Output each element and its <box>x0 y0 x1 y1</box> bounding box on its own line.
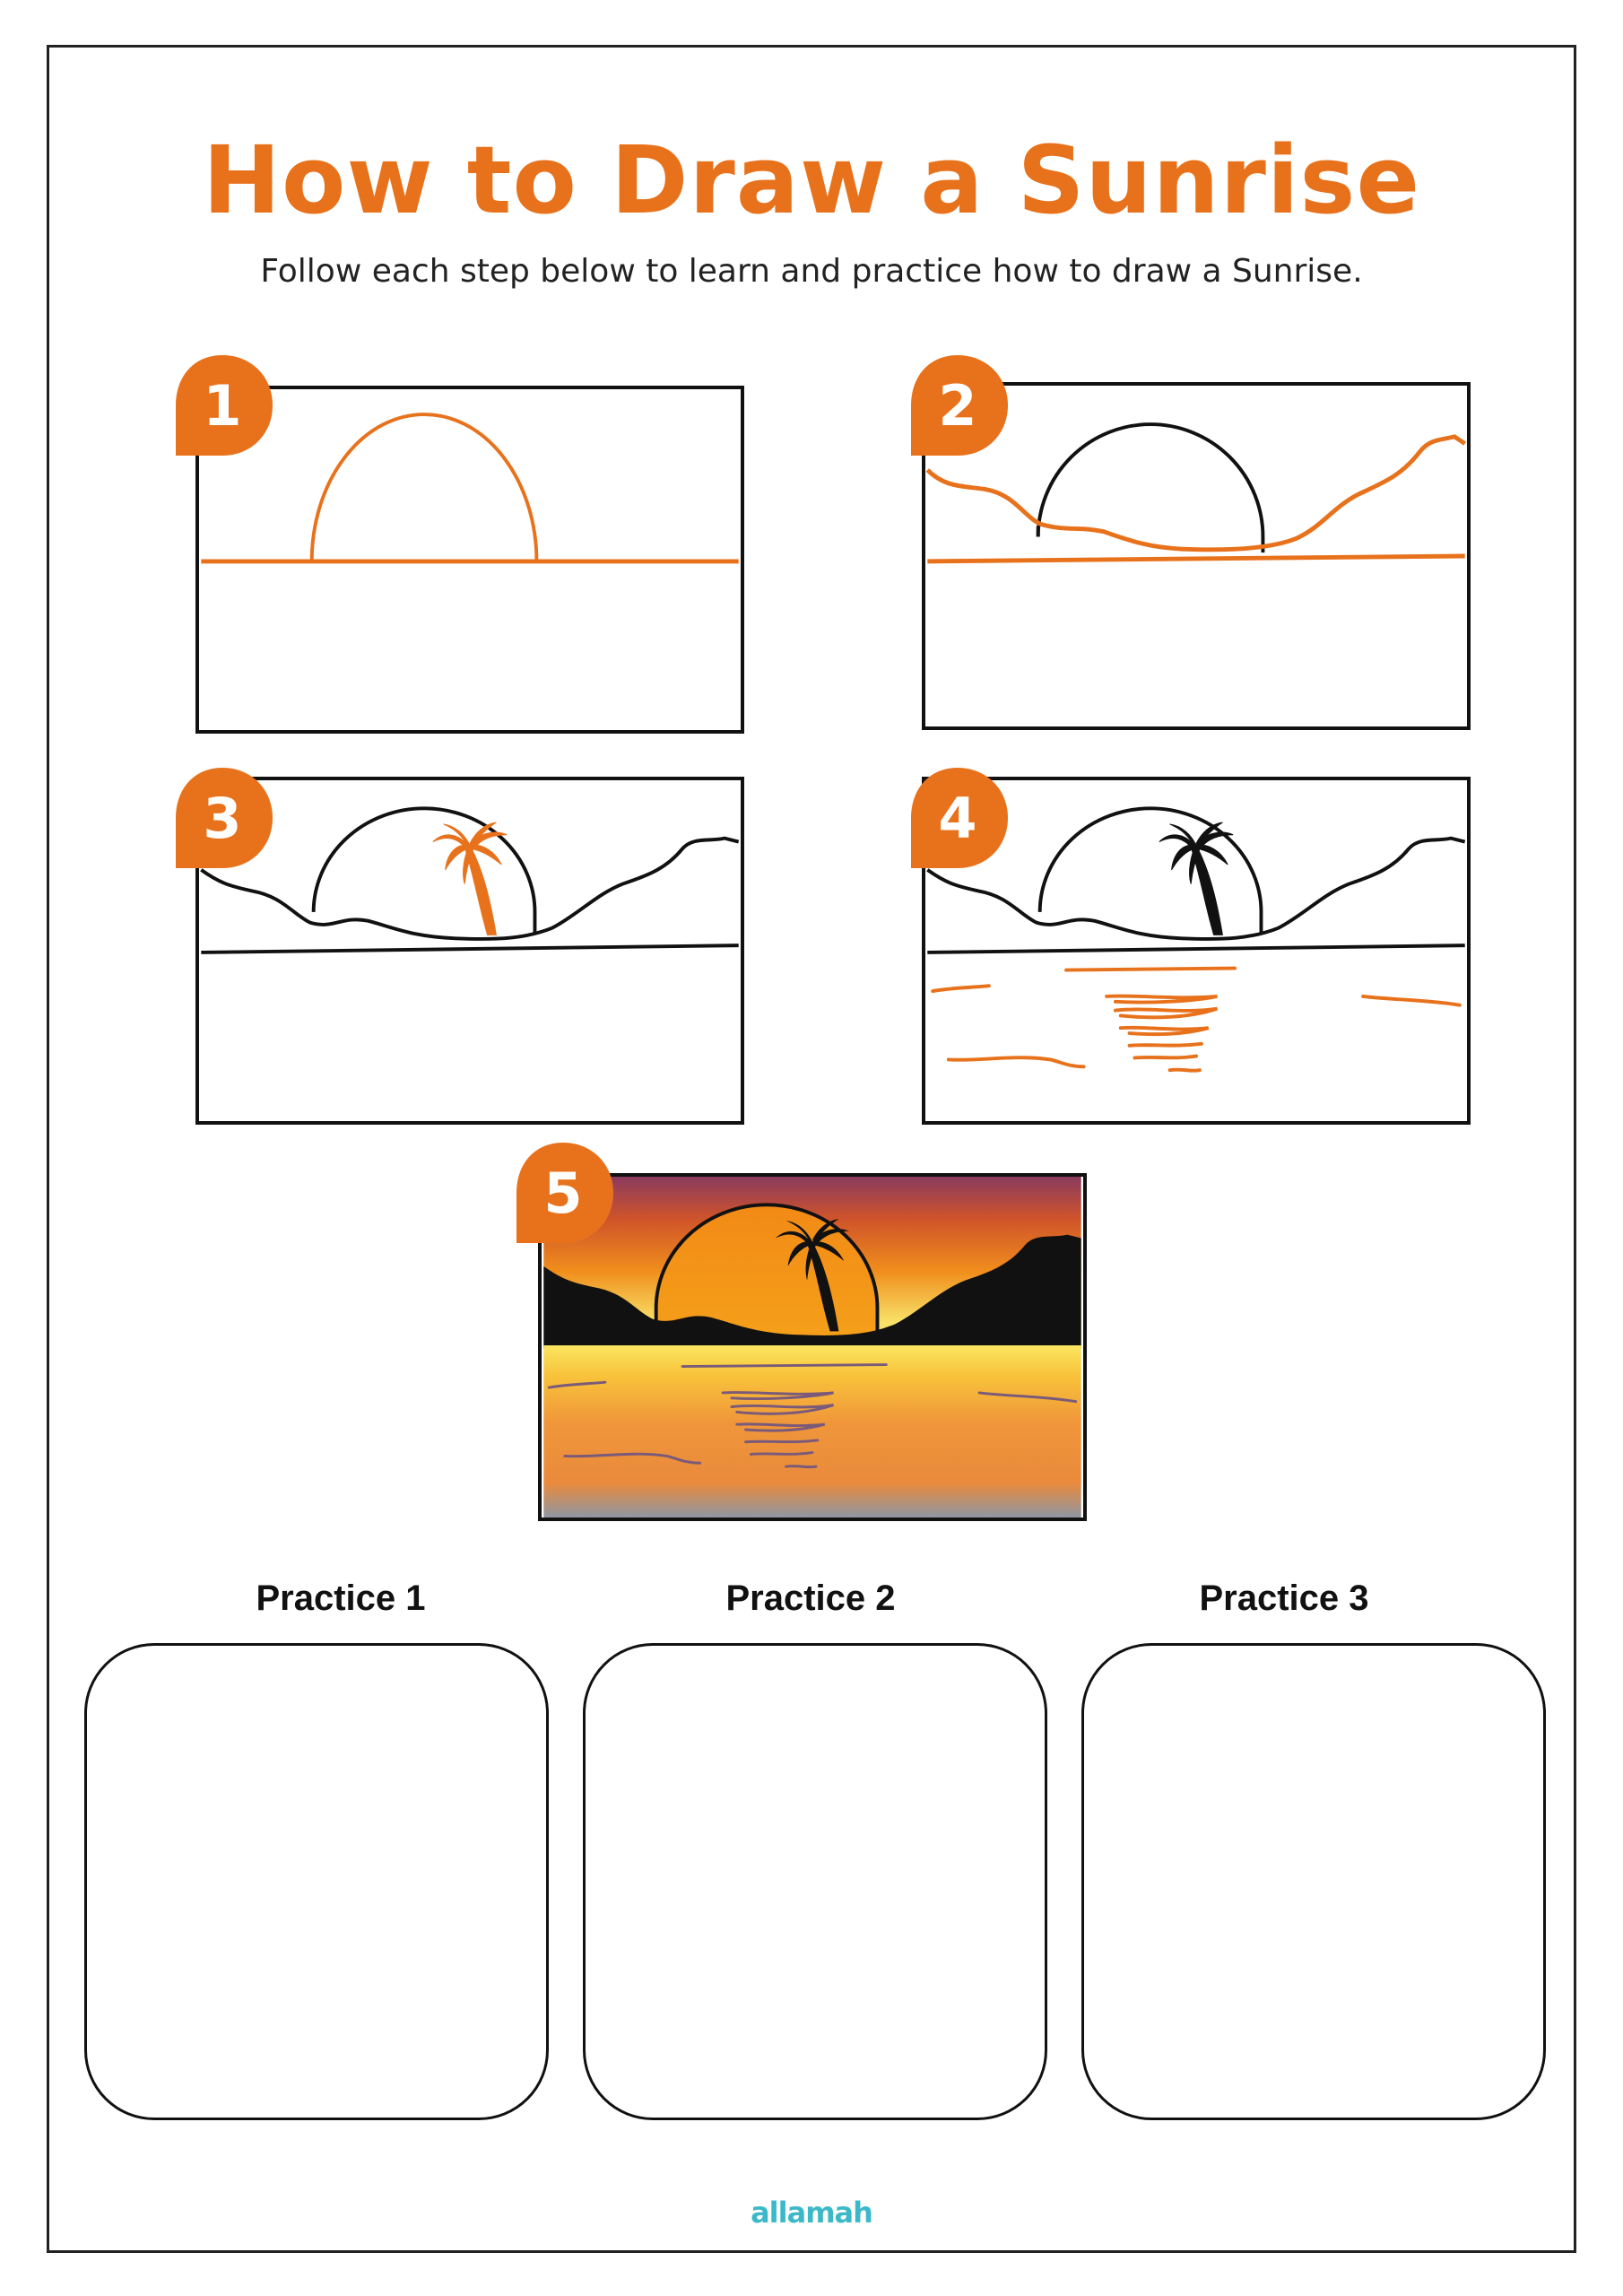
practice-2-box[interactable] <box>583 1643 1047 2120</box>
step-2-badge <box>902 350 1013 461</box>
practice-2-label: Practice 2 <box>725 1578 896 1618</box>
step-1-badge <box>167 350 278 461</box>
allamah-logo: allamah <box>751 2196 872 2230</box>
practice-1-box[interactable] <box>84 1643 549 2120</box>
step-4-badge <box>902 762 1013 874</box>
practice-3-box[interactable] <box>1081 1643 1546 2120</box>
page-title: How to Draw a Sunrise <box>203 126 1420 235</box>
step-3-number: 3 <box>203 785 242 851</box>
step-1-number: 1 <box>203 372 242 439</box>
step-5-badge <box>508 1137 619 1248</box>
practice-3-label: Practice 3 <box>1199 1578 1369 1618</box>
step-5-number: 5 <box>543 1160 583 1226</box>
page-subtitle: Follow each step below to learn and practice how to draw a Sunrise. <box>260 253 1363 290</box>
step-5-drawing <box>538 1173 1087 1521</box>
step-4-number: 4 <box>938 785 977 851</box>
step-2-number: 2 <box>938 372 977 439</box>
step-3-badge <box>167 762 278 874</box>
practice-1-label: Practice 1 <box>256 1578 426 1618</box>
